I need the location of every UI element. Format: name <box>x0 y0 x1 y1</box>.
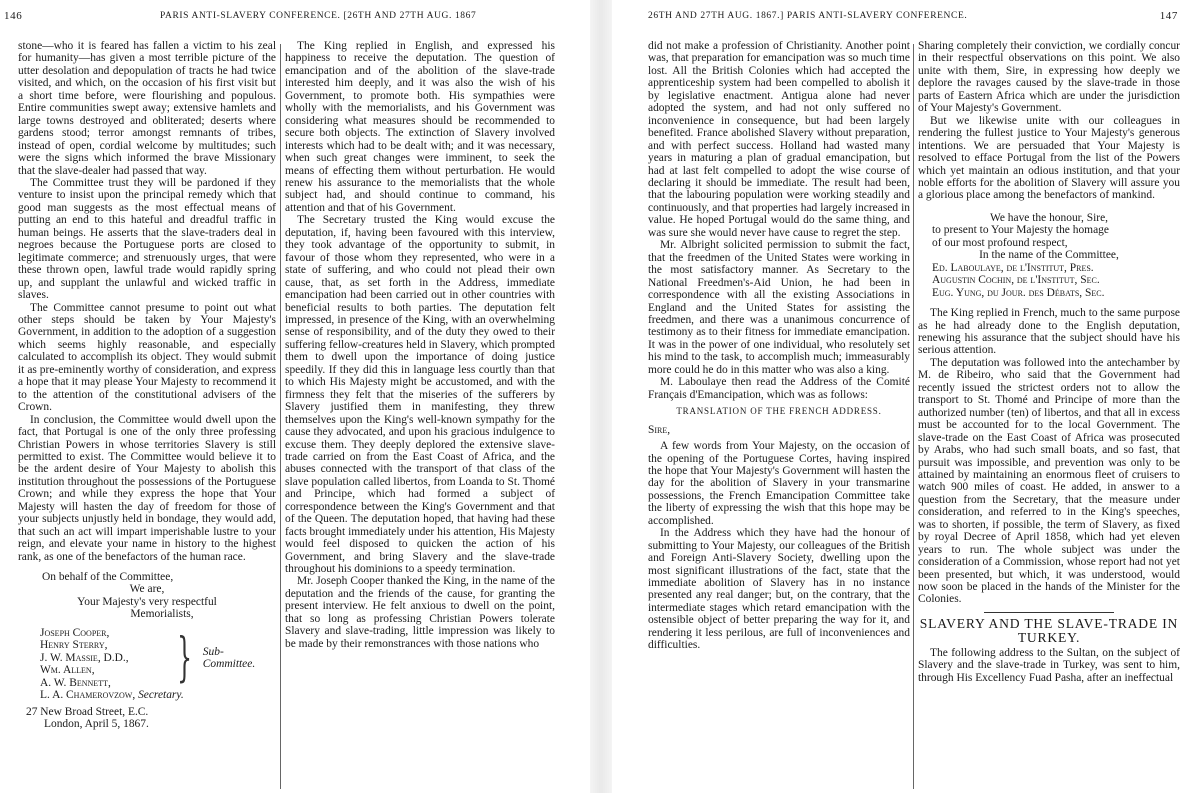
address-line: 27 New Broad Street, E.C. <box>26 705 149 718</box>
signer: A. W. Bennett, <box>40 676 111 689</box>
right-page-header <box>612 10 1200 26</box>
right-running-title: 26TH AND 27TH AUG. 1867.] PARIS ANTI-SLAVERY CONFERENCE. <box>648 11 968 21</box>
signer: Joseph Cooper, <box>40 626 110 639</box>
memorial-closing <box>18 571 276 621</box>
book-gutter <box>590 0 612 793</box>
left-column-1 <box>18 40 276 730</box>
signer: Wm. Allen, <box>40 664 95 677</box>
signer: Eug. Yung, du Jour. des Débats, Sec. <box>932 286 1105 299</box>
paragraph: did not make a profession of Christianity. Another point was, that preparation for emancipation was so much time lost. All the British Colonies which had accepted the apprenticeship system had been compelled to abolish it by legislative enactment. Antigua alone had never adopted the system, and had not only suffered no inconvenience in consequence, but had been largely benefited. France abolished Slavery without preparation, and with perfect success. Holland had wasted many years in maturing a plan of gradual emancipation, but had at last felt compelled to adopt the wise course of declaring it should be immediate. The result had been, that the labouring population were working steadily and continuously, and that properties had largely increased in value. He hoped Portugal would do the same thing, and was sure she would never have cause to regret the step. <box>648 40 910 239</box>
date-line: London, April 5, 1867. <box>44 718 149 731</box>
paragraph: The deputation was followed into the antechamber by M. de Ribeiro, who said that the Government had recently issued the strictest orders not to allow the transport to St. Thomé and Principe of more than the authorized number (ten) of libertos, and that all in excess must be accounted for to the local Government. The slave-trade on the East Coast of Africa was prosecuted by Arabs, who had such small boats, and so fast, that pursuit was impossible, and prevention was only to be attained by maintaining an enormous fleet of cruisers to watch 900 miles of coast. He added, in answer to a question from the Secretary, that the measure under consideration, and referred to in the King's speeches, was to shorten, if possible, the term of Slavery, as fixed by royal Decree of April 1858, which had yet eleven years to run. The whole subject was under the consideration of a Commission, whose report had not yet been presented, but which, it was understood, would now soon be placed in the hands of the Minister for the Colonies. <box>918 356 1180 606</box>
left-page <box>0 0 590 793</box>
left-page-header <box>0 10 590 26</box>
paragraph: The Committee trust they will be pardoned if they venture to insist upon the principal remedy which that good man suggests as the most effectual means of putting an end to this hateful and dreadful traffic in human beings. He asserts that the slave-traders deal in negroes because the Portuguese ports are closed to legitimate commerce; and strenuously urges, that were these thrown open, lawful trade would rapidly spring up, and supplant the unlawful and wicked traffic in slaves. <box>18 176 276 302</box>
left-running-title: PARIS ANTI-SLAVERY CONFERENCE. [26TH AND 27TH AUG. 1867 <box>160 11 477 21</box>
paragraph: A few words from Your Majesty, on the occasion of the opening of the Portuguese Cortes, having inspired the hope that Your Majesty's Government will hasten the day for the abolition of Slavery in your transmarine possessions, the French Emancipation Committee take the liberty of expressing the wish that this hope may be accomplished. <box>648 440 910 527</box>
column-divider <box>280 44 281 789</box>
closing-line: On behalf of the Committee, <box>42 571 174 584</box>
signer: Ed. Laboulaye, de l'Institut, Pres. <box>932 261 1094 274</box>
closing-line: We are, <box>129 583 165 596</box>
paragraph: In conclusion, the Committee would dwell upon the fact, that Portugal is one of the only three professing Christian Powers in whose territories Slavery is still permitted to exist. The Committee would believe it to be the ardent desire of Your Majesty to abolish this institution throughout the possessions of the Portuguese Crown; and while they express the hope that Your Majesty will hasten the day of freedom for those of your subjects unjustly held in bondage, they would add, that such an act will impart imperishable lustre to your reign, and elevate your name in history to the highest rank, as one of the benefactors of the human race. <box>18 413 276 563</box>
signer: Henry Sterry, <box>40 639 108 652</box>
closing-line: Memorialists, <box>130 608 194 621</box>
column-divider <box>913 44 914 789</box>
closing-line: We have the honour, Sire, <box>989 211 1109 224</box>
left-page-number: 146 <box>4 10 23 22</box>
signer-names <box>40 627 166 689</box>
closing-line: to present to Your Majesty the homage <box>932 224 1109 237</box>
brace-icon: } <box>176 627 192 688</box>
section-rule <box>984 612 1114 613</box>
closing-line: Your Majesty's very respectful <box>77 595 217 608</box>
paragraph: M. Laboulaye then read the Address of the Comité Français d'Emancipation, which was as follows: <box>648 376 910 401</box>
paragraph: The Committee cannot presume to point out what other steps should be taken by Your Majesty's Government, in addition to the adoption of a suggestion which seems highly reasonable, and especially calculated to accomplish its object. They would submit it as pre-eminently worthy of consideration, and express a hope that it may please Your Majesty to recommend it to the attention of the constitutional advisers of the Crown. <box>18 301 276 414</box>
closing-line: In the name of the Committee, <box>979 249 1119 262</box>
paragraph: Sharing completely their conviction, we cordially concur in their respectful observations on this point. We also unite with them, Sire, in expressing how deeply we deplore the ravages caused by the slave-trade in those parts of Eastern Africa which are under the jurisdiction of Your Majesty's Government. <box>918 40 1180 115</box>
salutation: Sire, <box>648 423 671 436</box>
paragraph: The Secretary trusted the King would excuse the deputation, if, having been favoured with this interview, they took advantage of the opportunity to submit, in favour of those whom they represented, who were in a state of suffering, and who could not plead their own cause, that, as set forth in the Address, immediate emancipation had been carried out in other countries with beneficial results to both parties. The deputation felt impressed, in presence of the King, with an overwhelming sense of responsibility, and of the duty they owed to their suffering fellow-creatures held in Slavery, which prompted them to dwell upon the importance of doing justice speedily. If they did this in language less courtly than that to which His Majesty might be accustomed, and with the firmness they felt that the miseries of the sufferers by Slavery justified them in manifesting, they threw themselves upon the King's well-known sympathy for the cause they advocated, and upon his gracious indulgence to excuse them. They deeply deplored the extensive slave-trade carried on from the East Coast of Africa, and the abuses connected with the transport of that class of the slave population called libertos, from Loanda to St. Thomé and Principe, which had formed a subject of correspondence between the King's Government and that of the Queen. The deputation hoped, that having had these facts brought immediately under his attention, His Majesty would feel disposed to quicken the action of his Government, and bring Slavery and the slave-trade throughout his dominions to a speedy termination. <box>285 214 555 576</box>
right-page-number: 147 <box>1159 10 1178 22</box>
right-column-2 <box>918 40 1180 684</box>
signers-block <box>18 627 276 689</box>
secretary-line <box>18 689 276 701</box>
signer: Augustin Cochin, de l'Institut, Sec. <box>932 274 1100 287</box>
right-page <box>612 0 1200 793</box>
paragraph: The King replied in French, much to the same purpose as he had already done to the English deputation, renewing his assurance that the subject should have his serious attention. <box>918 307 1180 357</box>
paragraph: In the Address which they have had the honour of submitting to Your Majesty, our colleagues of the British and Foreign Anti-Slavery Society, dwelling upon the most significant illustrations of the fact, state that the immediate abolition of Slavery has in no instance presented any real danger; but, on the contrary, that the intermediate stages which retard emancipation with the ostensible object of better preparing the way for it, and rendering it less perilous, are full of inconveniences and difficulties. <box>648 527 910 652</box>
left-column-2 <box>285 40 555 650</box>
paragraph: stone—who it is feared has fallen a victim to his zeal for humanity—has given a most terrible picture of the utter desolation and depopulation of tracts he had twice visited, and which, on the occasion of his first visit but a short time before, were flourishing and populous. Entire communities swept away; extensive hamlets and large towns destroyed and obliterated; deserts where gardens stood; terror amongst remnants of tribes, instead of open, cordial welcome by multitudes; such were the signs which informed the brave Missionary that the slave-dealer had passed that way. <box>18 40 276 177</box>
signer: J. W. Massie, D.D., <box>40 651 129 664</box>
paragraph: The following address to the Sultan, on the subject of Slavery and the slave-trade in Turkey, was sent to him, through His Excellency Fuad Pasha, after an ineffectual <box>918 646 1180 684</box>
closing-line: of our most profound respect, <box>932 236 1068 249</box>
translation-heading: TRANSLATION OF THE FRENCH ADDRESS. <box>676 406 882 417</box>
secretary-name: L. A. Chamerovzow, <box>40 689 136 702</box>
paragraph: Mr. Joseph Cooper thanked the King, in the name of the deputation and the friends of the cause, for granting the present interview. He felt anxious to dwell on the point, that so long as professing Christian Powers tolerate Slavery and slave-trading, little impression was likely to be made by their remonstrances with those nations who <box>285 575 555 650</box>
paragraph: The King replied in English, and expressed his happiness to receive the deputation. The question of emancipation and of the abolition of the slave-trade interested him deeply, and it was also the wish of his Government, to promote both. His sympathies were wholly with the memorialists, and his Government was considering what measures should be recommended to secure both objects. The extinction of Slavery involved interests which had to be dealt with; and it was necessary, when such great changes were imminent, to seek the means of effecting them without perturbation. He would renew his assurance to the memorialists that the whole subject had, and should continue to command, his attention and that of his Government. <box>285 40 555 214</box>
section-heading: SLAVERY AND THE SLAVE-TRADE IN TURKEY. <box>919 615 1179 645</box>
french-closing <box>918 212 1180 299</box>
secretary-title: Secretary. <box>138 689 184 702</box>
right-column-1 <box>648 40 910 652</box>
paragraph: Mr. Albright solicited permission to submit the fact, that the freedmen of the United States were working in the most satisfactory manner. As Secretary to the National Freedmen's-Aid Union, he had been in correspondence with all the existing Associations in England and the United States for assisting the freedmen, and there was a unanimous concurrence of testimony as to their fitness for immediate emancipation. It was in the power of one individual, who resolutely set his mind to the task, to accomplish much; immeasurably more could he do in this matter who was also a king. <box>648 239 910 376</box>
sub-committee-label: Sub-Committee. <box>202 645 256 670</box>
paragraph: But we likewise unite with our colleagues in rendering the fullest justice to Your Majesty's generous intentions. We are persuaded that Your Majesty is resolved to efface Portugal from the list of the Powers which yet maintain an odious institution, and that your noble efforts for the abolition of Slavery will assure you a glorious place among the benefactors of mankind. <box>918 114 1180 202</box>
